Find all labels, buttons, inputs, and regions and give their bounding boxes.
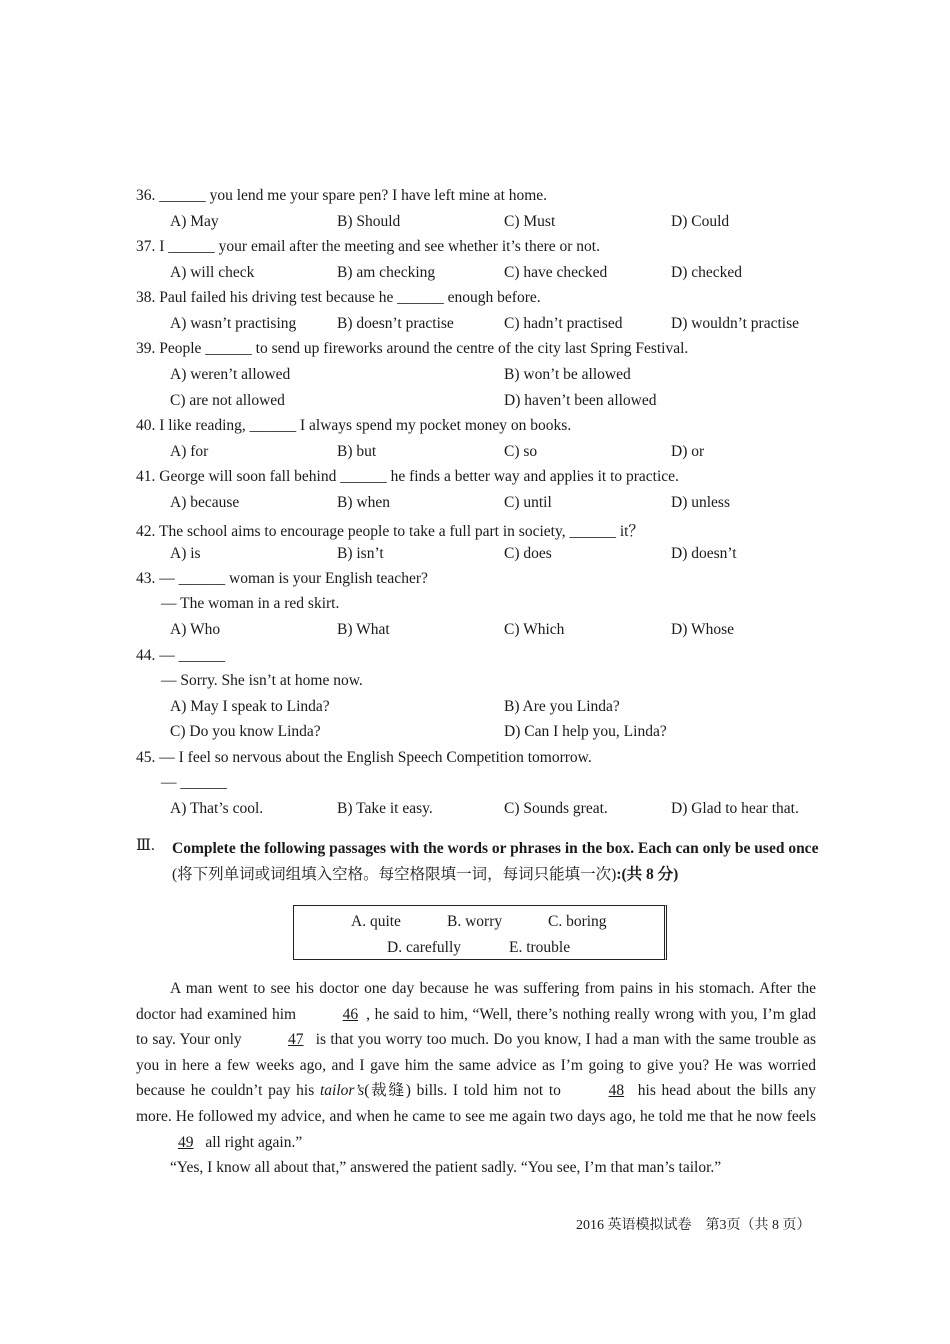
question-37: 37. I ______ your email after the meeting and see whether it’s there or not. <box>136 238 600 255</box>
word-option: C. boring <box>548 913 607 930</box>
passage-paragraph-2: “Yes, I know all about that,” answered the patient sadly. “You see, I’m that man’s tailor.” <box>170 1159 722 1176</box>
question-40: 40. I like reading, ______ I always spend my pocket money on books. <box>136 417 572 434</box>
word-option: A. quite <box>351 913 401 930</box>
option: D) or <box>671 443 705 460</box>
option: D) Can I help you, Linda? <box>504 723 667 740</box>
question-36: 36. ______ you lend me your spare pen? I have left mine at home. <box>136 187 548 204</box>
passage-text: is that you worry too much. Do you know, I had a man with the same trouble as you in here a few weeks ago, and I gave him the same advice as I’m going to give you? He was worried because he couldn’t pay his <box>136 1031 817 1100</box>
option: C) Do you know Linda? <box>170 723 321 740</box>
question-39: 39. People ______ to send up fireworks around the centre of the city last Spring Festival. <box>136 340 689 357</box>
passage-text: his head about the bills any more. He followed my advice, and when he came to see me again two days ago, he told me that he now feels <box>136 1082 817 1125</box>
option: A) is <box>170 545 201 562</box>
option: D) wouldn’t practise <box>671 315 799 332</box>
section-instruction <box>172 836 822 888</box>
word-option: B. worry <box>447 913 503 930</box>
option: C) Which <box>504 621 565 638</box>
option: A) because <box>170 494 240 511</box>
option: C) until <box>504 494 552 511</box>
reply-43: — The woman in a red skirt. <box>161 595 340 612</box>
option: C) Must <box>504 213 556 230</box>
question-44: 44. — ______ <box>136 647 226 664</box>
blank-49[interactable]: 49 <box>178 1133 194 1151</box>
word-option: D. carefully <box>387 939 462 956</box>
instruction-cn: (将下列单词或词组填入空格。每空格限填一词，每词只能填一次) <box>172 866 617 883</box>
reply-44: — Sorry. She isn’t at home now. <box>161 672 363 689</box>
passage-text: bills. I told him not to <box>416 1082 561 1100</box>
passage-text: A man went to see his doctor one day because he was suffering from pains in his stomach. After the doctor had examined him <box>136 980 816 1023</box>
word-option: E. trouble <box>509 939 571 956</box>
question-42: 42. The school aims to encourage people to take a full part in society, ______ it？ <box>136 523 644 540</box>
option: D) Whose <box>671 621 734 638</box>
option: D) doesn’t <box>671 545 737 562</box>
option: B) won’t be allowed <box>504 366 631 383</box>
instruction-en: Complete the following passages with the words or phrases in the box. Each can only be used once <box>172 840 819 857</box>
option: A) May <box>170 213 219 230</box>
option: D) checked <box>671 264 742 281</box>
word-box <box>293 905 667 960</box>
option: C) have checked <box>504 264 608 281</box>
option: A) will check <box>170 264 255 281</box>
option: D) unless <box>671 494 730 511</box>
page-footer: 2016 英语模拟试卷 第3页（共 8 页） <box>576 1218 811 1233</box>
option: B) Take it easy. <box>337 800 433 817</box>
option: B) What <box>337 621 390 638</box>
option: B) when <box>337 494 390 511</box>
passage-term: tailor’s <box>319 1082 365 1100</box>
option: B) am checking <box>337 264 436 281</box>
option: D) Glad to hear that. <box>671 800 799 817</box>
option: C) so <box>504 443 538 460</box>
option: B) Should <box>337 213 401 230</box>
blank-47[interactable]: 47 <box>287 1031 304 1049</box>
option: C) Sounds great. <box>504 800 608 817</box>
option: D) haven’t been allowed <box>504 392 657 409</box>
reply-45: — ______ <box>161 774 227 791</box>
option: A) May I speak to Linda? <box>170 698 330 715</box>
option: A) for <box>170 443 209 460</box>
section-score: :(共 8 分) <box>616 866 679 883</box>
option: A) That’s cool. <box>170 800 264 817</box>
option: C) does <box>504 545 552 562</box>
passage-text: all right again.” <box>205 1133 303 1151</box>
option: C) hadn’t practised <box>504 315 623 332</box>
passage-text: , he said to him, “Well, there’s nothing really wrong with you, I’m glad to say. Your only <box>136 1005 817 1049</box>
blank-46[interactable]: 46 <box>342 1005 359 1023</box>
passage-gloss: (裁缝) <box>364 1082 411 1100</box>
question-38: 38. Paul failed his driving test because he ______ enough before. <box>136 289 541 306</box>
passage-paragraph-1 <box>136 976 816 1155</box>
option: B) doesn’t practise <box>337 315 454 332</box>
option: A) wasn’t practising <box>170 315 297 332</box>
option: C) are not allowed <box>170 392 285 409</box>
option: A) weren’t allowed <box>170 366 291 383</box>
option: B) Are you Linda? <box>504 698 620 715</box>
option: A) Who <box>170 621 221 638</box>
question-43: 43. — ______ woman is your English teacher? <box>136 570 428 587</box>
question-45: 45. — I feel so nervous about the English Speech Competition tomorrow. <box>136 749 592 766</box>
blank-48[interactable]: 48 <box>608 1082 625 1100</box>
option: D) Could <box>671 213 730 230</box>
question-41: 41. George will soon fall behind ______ he finds a better way and applies it to practice. <box>136 468 679 485</box>
option: B) isn’t <box>337 545 384 562</box>
option: B) but <box>337 443 377 460</box>
section-number: Ⅲ. <box>136 837 155 854</box>
